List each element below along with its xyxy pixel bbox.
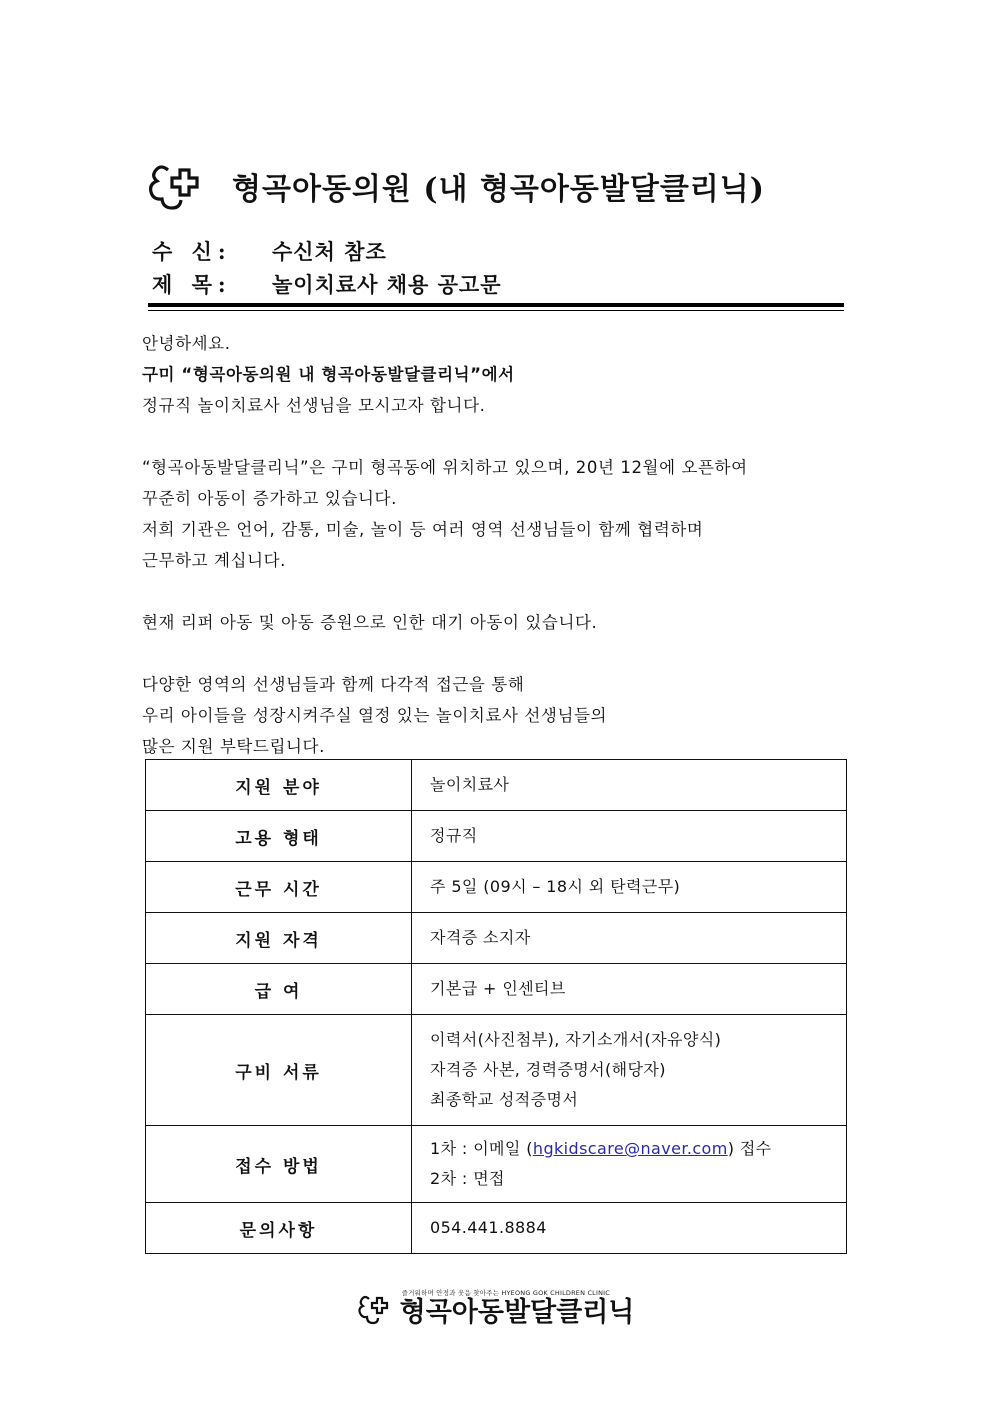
organization-title: 형곡아동의원 (내 형곡아동발달클리닉) bbox=[232, 172, 765, 207]
paragraph-line: 근무하고 계십니다. bbox=[142, 551, 287, 570]
medical-cross-logo-icon bbox=[358, 1292, 392, 1326]
email-suffix-text: ) 접수 bbox=[727, 1139, 772, 1158]
document-meta bbox=[152, 236, 852, 301]
table-row bbox=[146, 1015, 847, 1126]
paragraph-line: 정규직 놀이치료사 선생님을 모시고자 합니다. bbox=[142, 396, 486, 415]
table-row bbox=[146, 1126, 847, 1203]
table-row-key: 근무 시간 bbox=[146, 862, 412, 913]
table-row-key: 급 여 bbox=[146, 964, 412, 1015]
email-prefix-text: 1차 : 이메일 ( bbox=[430, 1139, 533, 1158]
value-line: 자격증 소지자 bbox=[430, 928, 531, 947]
table-row bbox=[146, 811, 847, 862]
footer-clinic-name: 형곡아동발달클리닉 bbox=[399, 1296, 635, 1328]
header-divider-thin bbox=[148, 310, 844, 311]
footer-text-block bbox=[400, 1290, 635, 1326]
paragraph-gap bbox=[142, 576, 862, 607]
table-row-value bbox=[412, 1203, 847, 1254]
body-text bbox=[142, 328, 862, 762]
email-link[interactable]: hgkidscare@naver.com bbox=[532, 1139, 728, 1158]
value-line: 054.441.8884 bbox=[430, 1218, 547, 1237]
medical-cross-logo-icon bbox=[148, 160, 210, 212]
table-row-value bbox=[412, 964, 847, 1015]
table-row-key: 구비 서류 bbox=[146, 1015, 412, 1126]
paragraph-line: 현재 리퍼 아동 및 아동 증원으로 인한 대기 아동이 있습니다. bbox=[142, 613, 598, 632]
value-line: 주 5일 (09시 – 18시 외 탄력근무) bbox=[430, 877, 681, 896]
value-line-with-email bbox=[430, 1134, 846, 1164]
value-line: 기본급 + 인센티브 bbox=[430, 979, 566, 998]
value-line: 최종학교 성적증명서 bbox=[430, 1090, 579, 1109]
table-row-key: 고용 형태 bbox=[146, 811, 412, 862]
table-row-value bbox=[412, 1126, 847, 1203]
table-row-value bbox=[412, 1015, 847, 1126]
table-row bbox=[146, 913, 847, 964]
paragraph-line: 우리 아이들을 성장시켜주실 열정 있는 놀이치료사 선생님들의 bbox=[142, 706, 608, 725]
paragraph-line: 안녕하세요. bbox=[142, 334, 231, 353]
header-divider-thick bbox=[148, 303, 844, 307]
recipient-value: 수신처 참조 bbox=[272, 239, 387, 264]
paragraph-line: 많은 지원 부탁드립니다. bbox=[142, 737, 325, 756]
paragraph-line-bold: 구미 “형곡아동의원 내 형곡아동발달클리닉”에서 bbox=[142, 365, 515, 384]
paragraph-gap bbox=[142, 638, 862, 669]
subject-line bbox=[152, 269, 852, 302]
recipient-line bbox=[152, 236, 852, 269]
table-row-key: 접수 방법 bbox=[146, 1126, 412, 1203]
value-line: 정규직 bbox=[430, 826, 478, 845]
recruitment-info-table bbox=[145, 759, 847, 1254]
footer-tagline: 즐거워하며 안정과 웃음 찾아주는 HYEONG GOK CHILDREN CLINIC bbox=[401, 1289, 611, 1297]
subject-value: 놀이치료사 채용 공고문 bbox=[272, 271, 502, 297]
table-row bbox=[146, 862, 847, 913]
table-row-key: 지원 자격 bbox=[146, 913, 412, 964]
table-row-value bbox=[412, 862, 847, 913]
value-line: 이력서(사진첨부), 자기소개서(자유양식) bbox=[430, 1030, 722, 1049]
document-header bbox=[148, 160, 848, 212]
table-row bbox=[146, 964, 847, 1015]
table-row-key: 문의사항 bbox=[146, 1203, 412, 1254]
table-row bbox=[146, 760, 847, 811]
value-line: 자격증 사본, 경력증명서(해당자) bbox=[430, 1060, 666, 1079]
table-row-value bbox=[412, 913, 847, 964]
value-line: 2차 : 면접 bbox=[430, 1169, 505, 1188]
table-row bbox=[146, 1203, 847, 1254]
paragraph-line: 다양한 영역의 선생님들과 함께 다각적 접근을 통해 bbox=[142, 675, 525, 694]
table-row-key: 지원 분야 bbox=[146, 760, 412, 811]
subject-label: 제 목: bbox=[152, 271, 232, 297]
value-line: 놀이치료사 bbox=[430, 775, 510, 794]
document-footer bbox=[0, 1290, 992, 1326]
recipient-label: 수 신: bbox=[152, 239, 232, 264]
paragraph-line: “형곡아동발달클리닉”은 구미 형곡동에 위치하고 있으며, 20년 12월에 오픈하여 bbox=[142, 458, 748, 477]
table-row-value bbox=[412, 760, 847, 811]
paragraph-line: 꾸준히 아동이 증가하고 있습니다. bbox=[142, 489, 397, 508]
table-row-value bbox=[412, 811, 847, 862]
paragraph-line bbox=[142, 359, 862, 390]
paragraph-gap bbox=[142, 421, 862, 452]
paragraph-line: 저희 기관은 언어, 감통, 미술, 놀이 등 여러 영역 선생님들이 함께 협력하며 bbox=[142, 520, 704, 539]
